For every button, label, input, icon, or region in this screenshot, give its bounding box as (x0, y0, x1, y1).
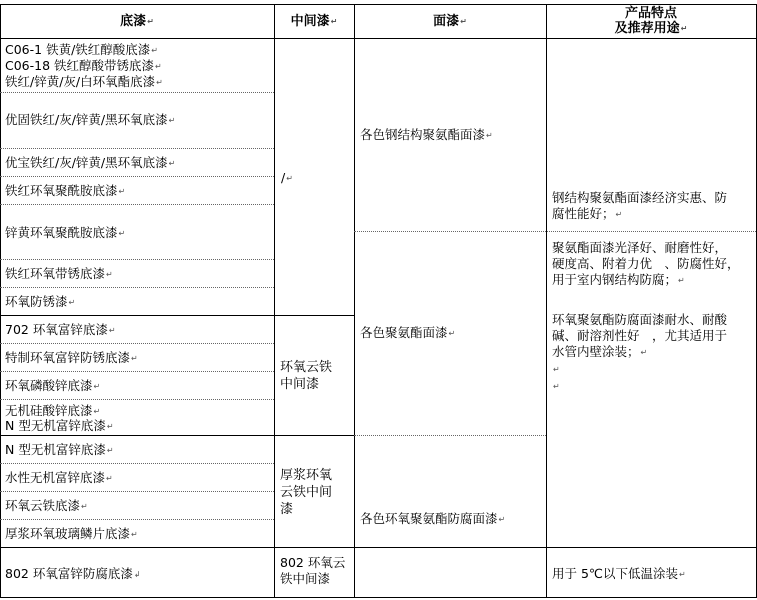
primer-item: 环氧防锈漆↵ (5, 294, 76, 309)
primer-item: 特制环氧富锌防锈底漆↵ (5, 350, 138, 365)
header-intermediate: 中间漆↵ (290, 14, 338, 29)
feature-text: 用于 5℃以下低温涂装↵ (552, 566, 686, 581)
primer-item: 厚浆环氧玻璃鳞片底漆↵ (5, 526, 138, 541)
row-line (0, 491, 274, 492)
topcoat-item: 各色环氧聚氨酯防腐面漆↵ (360, 511, 506, 526)
primer-item: N 型无机富锌底漆↵ (5, 418, 114, 433)
header-bottom-border (0, 38, 756, 39)
feature-text: 环氧聚氨酯防腐面漆耐水、耐酸 碱、耐溶剂性好 ，尤其适用于 水管内壁涂装；↵ ↵ ↵ (552, 312, 728, 391)
intermediate-item: 厚浆环氧 云铁中间 漆 (280, 468, 333, 517)
topcoat-divider (354, 435, 546, 436)
feature-text: 钢结构聚氨酯面漆经济实惠、防 腐性能好；↵ (552, 190, 728, 221)
primer-item: 优固铁红/灰/锌黄/黑环氧底漆↵ (5, 112, 176, 127)
row-line (0, 371, 274, 372)
row-line (0, 343, 274, 344)
row-line (0, 287, 274, 288)
primer-item: N 型无机富锌底漆↵ (5, 442, 114, 457)
table-bottom-border (0, 597, 756, 598)
header-topcoat: 面漆↵ (433, 14, 467, 29)
primer-item: C06-1 铁黄/铁红醇酸底漆↵ (5, 42, 158, 57)
primer-item: 锌黄环氧聚酰胺底漆↵ (5, 225, 126, 240)
row-line (0, 519, 274, 520)
header-features: 产品特点 及推荐用途↵ (614, 6, 688, 36)
primer-item: 铁红环氧带锈底漆↵ (5, 266, 113, 281)
primer-item: 环氧云铁底漆↵ (5, 498, 88, 513)
topcoat-item: 各色钢结构聚氨酯面漆↵ (360, 127, 493, 142)
group-separator-primer-2 (0, 435, 354, 436)
column-divider-3 (546, 4, 547, 598)
row-line (0, 176, 274, 177)
primer-item: 环氧磷酸锌底漆↵ (5, 378, 101, 393)
primer-item: 铁红/锌黄/灰/白环氧酯底漆↵ (5, 74, 163, 89)
primer-item: 无机硅酸锌底漆↵ (5, 403, 101, 418)
row-line (0, 399, 274, 400)
row-line (0, 463, 274, 464)
topcoat-item: 各色聚氨酯面漆↵ (360, 325, 456, 340)
intermediate-item: /↵ (281, 170, 293, 185)
column-divider-1 (274, 4, 275, 598)
feature-text: 聚氨酯面漆光泽好、耐磨性好， 硬度高、附着力优 、防腐性好， 用于室内钢结构防腐；↵ (552, 240, 740, 287)
table-left-border (0, 4, 1, 598)
row-line (0, 259, 274, 260)
group-separator-full (0, 547, 756, 548)
row-line (0, 92, 274, 93)
row-line (0, 148, 274, 149)
group-separator-primer-1 (0, 315, 354, 316)
column-divider-2 (354, 4, 355, 598)
primer-item: C06-18 铁红醇酸带锈底漆↵ (5, 58, 162, 73)
primer-item: 优宝铁红/灰/锌黄/黑环氧底漆↵ (5, 155, 176, 170)
topcoat-divider (354, 231, 756, 232)
primer-item: 水性无机富锌底漆↵ (5, 470, 113, 485)
intermediate-item: 环氧云铁 中间漆 (280, 360, 333, 392)
intermediate-item: 802 环氧云 铁中间漆 (280, 555, 346, 586)
primer-item: 铁红环氧聚酰胺底漆↵ (5, 183, 126, 198)
primer-item: 702 环氧富锌底漆↵ (5, 322, 116, 337)
row-line (0, 204, 274, 205)
primer-item: 802 环氧富锌防腐底漆↲ (5, 566, 141, 581)
table-top-border (0, 4, 756, 5)
header-primer: 底漆↵ (120, 14, 154, 29)
